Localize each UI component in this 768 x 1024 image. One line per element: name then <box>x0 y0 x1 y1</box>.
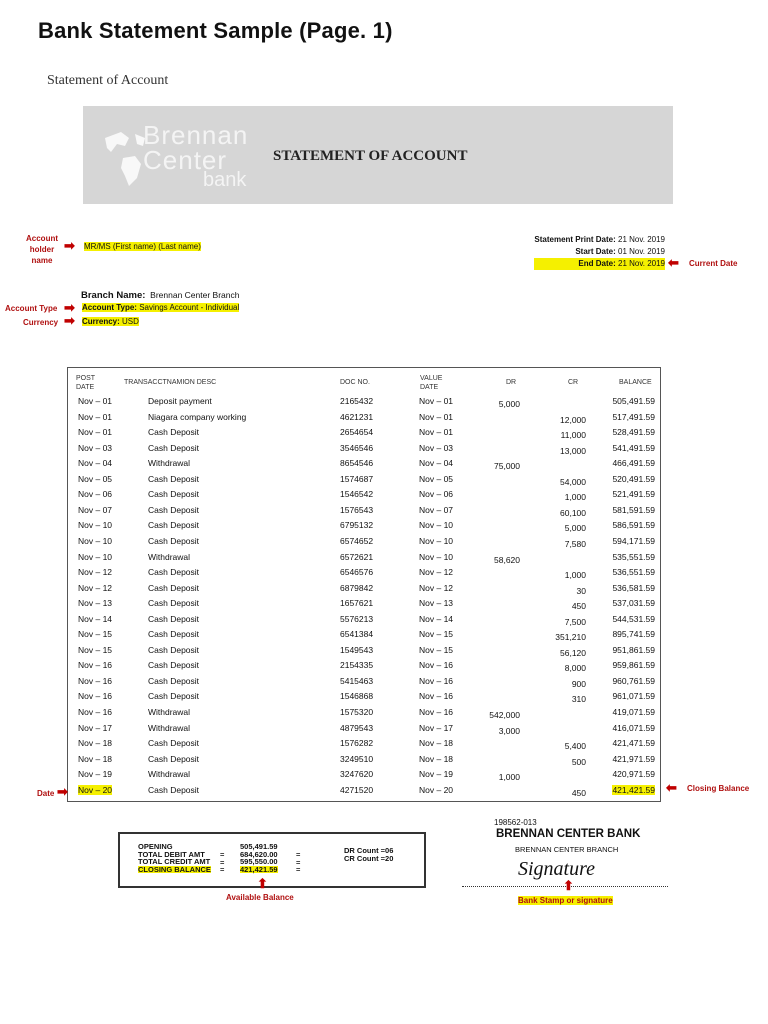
table-row <box>68 474 660 490</box>
cell-cr: 5,400 <box>564 741 586 752</box>
cell-balance: 895,741.59 <box>612 629 655 640</box>
left-arrow-icon: ⬅ <box>668 255 679 270</box>
cell-balance: 505,491.59 <box>612 396 655 406</box>
summary-values: 505,491.59 684,620.00 595,550.00 421,421.59 <box>240 842 278 874</box>
cell-value-date: Nov – 14 <box>419 613 454 624</box>
counts: DR Count =06 CR Count =20 <box>344 846 394 863</box>
cell-doc-no: 1576543 <box>340 504 374 515</box>
cell-cr: 900 <box>571 678 586 689</box>
cell-cr: 12,000 <box>560 414 586 425</box>
table-row <box>68 412 660 428</box>
table-row <box>68 707 660 723</box>
header-cr: CR <box>568 379 579 386</box>
cell-post-date: Nov – 17 <box>78 722 113 733</box>
cell-cr: 7,500 <box>564 616 586 627</box>
cell-post-date: Nov – 07 <box>78 504 113 515</box>
cell-description: Cash Deposit <box>148 473 200 484</box>
cell-post-date: Nov – 20 <box>78 784 113 795</box>
currency: Currency: USD <box>82 317 139 326</box>
cell-post-date: Nov – 12 <box>78 567 113 578</box>
cell-post-date: Nov – 10 <box>78 535 113 546</box>
account-holder-name: MR/MS (First name) (Last name) <box>84 242 201 251</box>
cell-post-date: Nov – 18 <box>78 738 113 749</box>
table-row <box>68 691 660 707</box>
cell-description: Cash Deposit <box>148 660 200 671</box>
cell-doc-no: 5415463 <box>340 675 374 686</box>
closing-balance-value: 421,421.59 <box>240 864 278 874</box>
cell-post-date: Nov – 01 <box>78 427 113 438</box>
end-date: End Date: 21 Nov. 2019 <box>534 258 665 270</box>
cell-post-date: Nov – 19 <box>78 769 113 780</box>
cell-cr: 56,120 <box>560 647 586 658</box>
cell-balance: 541,491.59 <box>612 442 655 453</box>
cell-balance: 420,971.59 <box>612 769 655 780</box>
header-post-date: POST DATE <box>76 375 96 391</box>
cell-balance: 960,761.59 <box>612 675 655 686</box>
cell-cr: 8,000 <box>564 663 586 674</box>
cell-balance: 520,491.59 <box>612 473 655 484</box>
cell-value-date: Nov – 18 <box>419 753 454 764</box>
right-arrow-icon: ➡ <box>57 784 68 799</box>
table-row <box>68 443 660 459</box>
cell-cr: 310 <box>571 694 586 705</box>
table-row <box>68 458 660 474</box>
cell-doc-no: 1575320 <box>340 707 374 717</box>
cell-doc-no: 4621231 <box>340 411 374 422</box>
cell-value-date: Nov – 01 <box>419 427 454 438</box>
cell-balance: 419,071.59 <box>612 707 655 717</box>
table-row <box>68 629 660 645</box>
header-dr: DR <box>506 379 517 386</box>
cell-cr: 450 <box>571 601 586 612</box>
cell-dr: 75,000 <box>494 461 520 472</box>
cell-doc-no: 2654654 <box>340 427 374 438</box>
table-row <box>68 769 660 785</box>
cell-balance: 961,071.59 <box>612 691 655 702</box>
cell-doc-no: 1657621 <box>340 598 374 609</box>
equals-column-1: = = = <box>220 850 225 874</box>
cell-post-date: Nov – 16 <box>78 660 113 671</box>
cell-value-date: Nov – 16 <box>419 691 454 702</box>
cell-balance: 421,421.59 <box>612 784 655 795</box>
cell-doc-no: 2154335 <box>340 660 374 671</box>
cell-dr: 1,000 <box>498 772 520 783</box>
cell-value-date: Nov – 06 <box>419 489 454 500</box>
cell-description: Withdrawal <box>148 458 191 469</box>
cell-doc-no: 1574687 <box>340 473 374 484</box>
cell-post-date: Nov – 04 <box>78 458 113 469</box>
cell-post-date: Nov – 05 <box>78 473 113 484</box>
cell-cr: 500 <box>571 756 586 767</box>
table-row <box>68 489 660 505</box>
cell-value-date: Nov – 10 <box>419 520 454 531</box>
cell-dr: 5,000 <box>498 399 520 409</box>
cell-description: Cash Deposit <box>148 442 200 453</box>
cell-post-date: Nov – 10 <box>78 551 113 562</box>
cell-cr: 11,000 <box>560 430 586 441</box>
cell-balance: 594,171.59 <box>612 535 655 546</box>
cell-doc-no: 6546576 <box>340 567 374 578</box>
cell-post-date: Nov – 15 <box>78 644 113 655</box>
cell-description: Cash Deposit <box>148 691 200 702</box>
banner-heading: STATEMENT OF ACCOUNT <box>273 148 468 164</box>
table-row <box>68 567 660 583</box>
cell-doc-no: 1546542 <box>340 489 374 500</box>
handwritten-signature: Signature <box>518 858 596 880</box>
cell-post-date: Nov – 10 <box>78 520 113 531</box>
cell-description: Cash Deposit <box>148 598 200 609</box>
cell-post-date: Nov – 13 <box>78 598 113 609</box>
cell-description: Cash Deposit <box>148 613 200 624</box>
cell-cr: 1,000 <box>564 570 586 581</box>
cell-doc-no: 6572621 <box>340 551 374 562</box>
cell-doc-no: 3247620 <box>340 769 374 780</box>
cell-value-date: Nov – 12 <box>419 582 454 593</box>
cell-cr: 5,000 <box>564 523 586 534</box>
date-annotation: Date <box>37 789 55 798</box>
closing-balance-label: CLOSING BALANCE <box>138 864 211 874</box>
cell-value-date: Nov – 16 <box>419 675 454 686</box>
cell-post-date: Nov – 01 <box>78 411 113 422</box>
cell-value-date: Nov – 10 <box>419 551 454 562</box>
cell-post-date: Nov – 14 <box>78 613 113 624</box>
cell-description: Withdrawal <box>148 769 191 780</box>
summary-box <box>118 832 426 888</box>
cell-cr: 30 <box>576 585 586 596</box>
up-arrow-icon: ⬆ <box>257 876 268 891</box>
available-balance-annotation: Available Balance <box>226 893 294 902</box>
cell-balance: 959,861.59 <box>612 660 655 671</box>
signature-bank-name: BRENNAN CENTER BANK <box>496 828 641 840</box>
bank-banner <box>83 106 673 204</box>
left-arrow-icon: ⬅ <box>666 780 677 795</box>
cell-balance: 581,591.59 <box>612 504 655 515</box>
cell-value-date: Nov – 13 <box>419 598 454 609</box>
cell-cr: 60,100 <box>560 507 586 518</box>
right-arrow-icon: ➡ <box>64 313 75 328</box>
cell-post-date: Nov – 15 <box>78 629 113 640</box>
cell-value-date: Nov – 04 <box>419 458 454 469</box>
table-row <box>68 552 660 568</box>
cell-post-date: Nov – 06 <box>78 489 113 500</box>
table-row <box>68 614 660 630</box>
cell-balance: 466,491.59 <box>612 458 655 469</box>
cell-post-date: Nov – 03 <box>78 442 113 453</box>
account-type: Account Type: Savings Account - Individual <box>82 303 240 312</box>
cell-doc-no: 2165432 <box>340 396 374 406</box>
cell-description: Cash Deposit <box>148 427 200 438</box>
cell-doc-no: 6795132 <box>340 520 374 531</box>
closing-balance-annotation: Closing Balance <box>687 784 750 793</box>
cell-description: Cash Deposit <box>148 675 200 686</box>
cell-value-date: Nov – 05 <box>419 473 454 484</box>
table-row <box>68 583 660 599</box>
cell-doc-no: 6541384 <box>340 629 374 640</box>
header-doc-no: DOC NO. <box>340 379 370 386</box>
cell-value-date: Nov – 10 <box>419 535 454 546</box>
cell-balance: 421,971.59 <box>612 753 655 764</box>
cell-value-date: Nov – 20 <box>419 784 454 795</box>
cell-dr: 58,620 <box>494 554 520 565</box>
equals-column-2: = = = <box>296 850 301 874</box>
table-row <box>68 660 660 676</box>
cell-doc-no: 1549543 <box>340 644 374 655</box>
cell-balance: 951,861.59 <box>612 644 655 655</box>
cell-description: Cash Deposit <box>148 520 200 531</box>
header-desc: TRANSACCTNAMION DESC <box>124 379 217 386</box>
cell-post-date: Nov – 16 <box>78 675 113 686</box>
cell-post-date: Nov – 18 <box>78 753 113 764</box>
cell-description: Niagara company working <box>148 411 247 422</box>
cell-value-date: Nov – 07 <box>419 504 454 515</box>
cell-balance: 536,551.59 <box>612 567 655 578</box>
cell-cr: 54,000 <box>560 476 586 487</box>
cell-balance: 521,491.59 <box>612 489 655 500</box>
cell-value-date: Nov – 16 <box>419 707 454 717</box>
cell-description: Withdrawal <box>148 707 191 717</box>
bank-logo-line3: bank <box>203 169 247 191</box>
cell-description: Cash Deposit <box>148 489 200 500</box>
right-arrow-icon: ➡ <box>64 238 75 253</box>
header-value-date: VALUE DATE <box>420 375 443 391</box>
cell-value-date: Nov – 18 <box>419 738 454 749</box>
table-row <box>68 738 660 754</box>
currency-annotation: Currency <box>23 318 59 327</box>
cell-post-date: Nov – 01 <box>78 396 113 406</box>
page-title: Bank Statement Sample (Page. 1) <box>38 18 393 43</box>
up-arrow-icon: ⬆ <box>563 878 574 893</box>
cell-cr: 1,000 <box>564 492 586 503</box>
table-row <box>68 754 660 770</box>
cell-description: Withdrawal <box>148 722 191 733</box>
cell-cr: 351,210 <box>555 632 586 643</box>
cell-balance: 517,491.59 <box>612 411 655 422</box>
cell-balance: 586,591.59 <box>612 520 655 531</box>
table-row <box>68 396 660 412</box>
right-arrow-icon: ➡ <box>64 300 75 315</box>
table-row <box>68 598 660 614</box>
cell-description: Deposit payment <box>148 396 212 406</box>
cell-doc-no: 3249510 <box>340 753 374 764</box>
cell-value-date: Nov – 15 <box>419 644 454 655</box>
cell-balance: 537,031.59 <box>612 598 655 609</box>
cell-doc-no: 6574652 <box>340 535 374 546</box>
cell-balance: 535,551.59 <box>612 551 655 562</box>
summary-labels: OPENING TOTAL DEBIT AMT TOTAL CREDIT AMT CLOSING BALANCE <box>138 842 211 874</box>
table-row <box>68 505 660 521</box>
signature-branch-name: BRENNAN CENTER BRANCH <box>515 845 619 854</box>
cell-value-date: Nov – 12 <box>419 567 454 578</box>
cell-value-date: Nov – 01 <box>419 396 454 406</box>
cell-cr: 7,580 <box>564 538 586 549</box>
cell-doc-no: 1576282 <box>340 738 374 749</box>
cell-description: Cash Deposit <box>148 582 200 593</box>
statement-of-account-label: Statement of Account <box>47 73 169 88</box>
cell-doc-no: 4271520 <box>340 784 374 795</box>
cell-doc-no: 5576213 <box>340 613 374 624</box>
table-row <box>68 723 660 739</box>
table-row <box>68 520 660 536</box>
table-row <box>68 676 660 692</box>
table-row <box>68 785 660 801</box>
cell-description: Withdrawal <box>148 551 191 562</box>
bank-logo-line2: Center <box>143 145 228 175</box>
header-balance: BALANCE <box>619 379 652 386</box>
cell-post-date: Nov – 16 <box>78 691 113 702</box>
statement-dates: Statement Print Date: 21 Nov. 2019 Start Date: 01 Nov. 2019 End Date: 21 Nov. 2019 <box>534 235 665 268</box>
bank-logo-line1: Brennan <box>143 120 249 150</box>
account-holder-annotation: Account holder name <box>26 234 58 265</box>
cell-description: Cash Deposit <box>148 738 200 749</box>
cell-post-date: Nov – 16 <box>78 707 113 717</box>
reference-number: 198562-013 <box>494 818 537 827</box>
cell-doc-no: 1546868 <box>340 691 374 702</box>
cell-value-date: Nov – 17 <box>419 722 454 733</box>
table-row <box>68 427 660 443</box>
cell-balance: 536,581.59 <box>612 582 655 593</box>
cell-value-date: Nov – 19 <box>419 769 454 780</box>
cell-value-date: Nov – 15 <box>419 629 454 640</box>
cell-description: Cash Deposit <box>148 753 200 764</box>
cell-post-date: Nov – 12 <box>78 582 113 593</box>
cell-balance: 421,471.59 <box>612 738 655 749</box>
cell-description: Cash Deposit <box>148 504 200 515</box>
cell-balance: 528,491.59 <box>612 427 655 438</box>
cell-value-date: Nov – 16 <box>419 660 454 671</box>
cell-balance: 544,531.59 <box>612 613 655 624</box>
cell-description: Cash Deposit <box>148 535 200 546</box>
account-type-annotation: Account Type <box>5 304 58 313</box>
cell-cr: 450 <box>571 787 586 798</box>
cell-cr: 13,000 <box>560 445 586 456</box>
cell-value-date: Nov – 03 <box>419 442 454 453</box>
cell-description: Cash Deposit <box>148 567 200 578</box>
table-row <box>68 645 660 661</box>
cell-balance: 416,071.59 <box>612 722 655 733</box>
cell-doc-no: 4879543 <box>340 722 374 733</box>
cell-description: Cash Deposit <box>148 784 200 795</box>
current-date-annotation: Current Date <box>689 259 738 268</box>
bank-stamp-annotation: Bank Stamp or signature <box>518 896 613 905</box>
cell-doc-no: 8654546 <box>340 458 374 469</box>
cell-dr: 542,000 <box>489 710 520 720</box>
transactions-table <box>67 367 661 802</box>
cell-dr: 3,000 <box>498 725 520 736</box>
cell-value-date: Nov – 01 <box>419 411 454 422</box>
table-row <box>68 536 660 552</box>
cell-doc-no: 6879842 <box>340 582 374 593</box>
cell-description: Cash Deposit <box>148 629 200 640</box>
cell-description: Cash Deposit <box>148 644 200 655</box>
cell-doc-no: 3546546 <box>340 442 374 453</box>
branch-name: Branch Name: Brennan Center Branch <box>81 290 240 301</box>
